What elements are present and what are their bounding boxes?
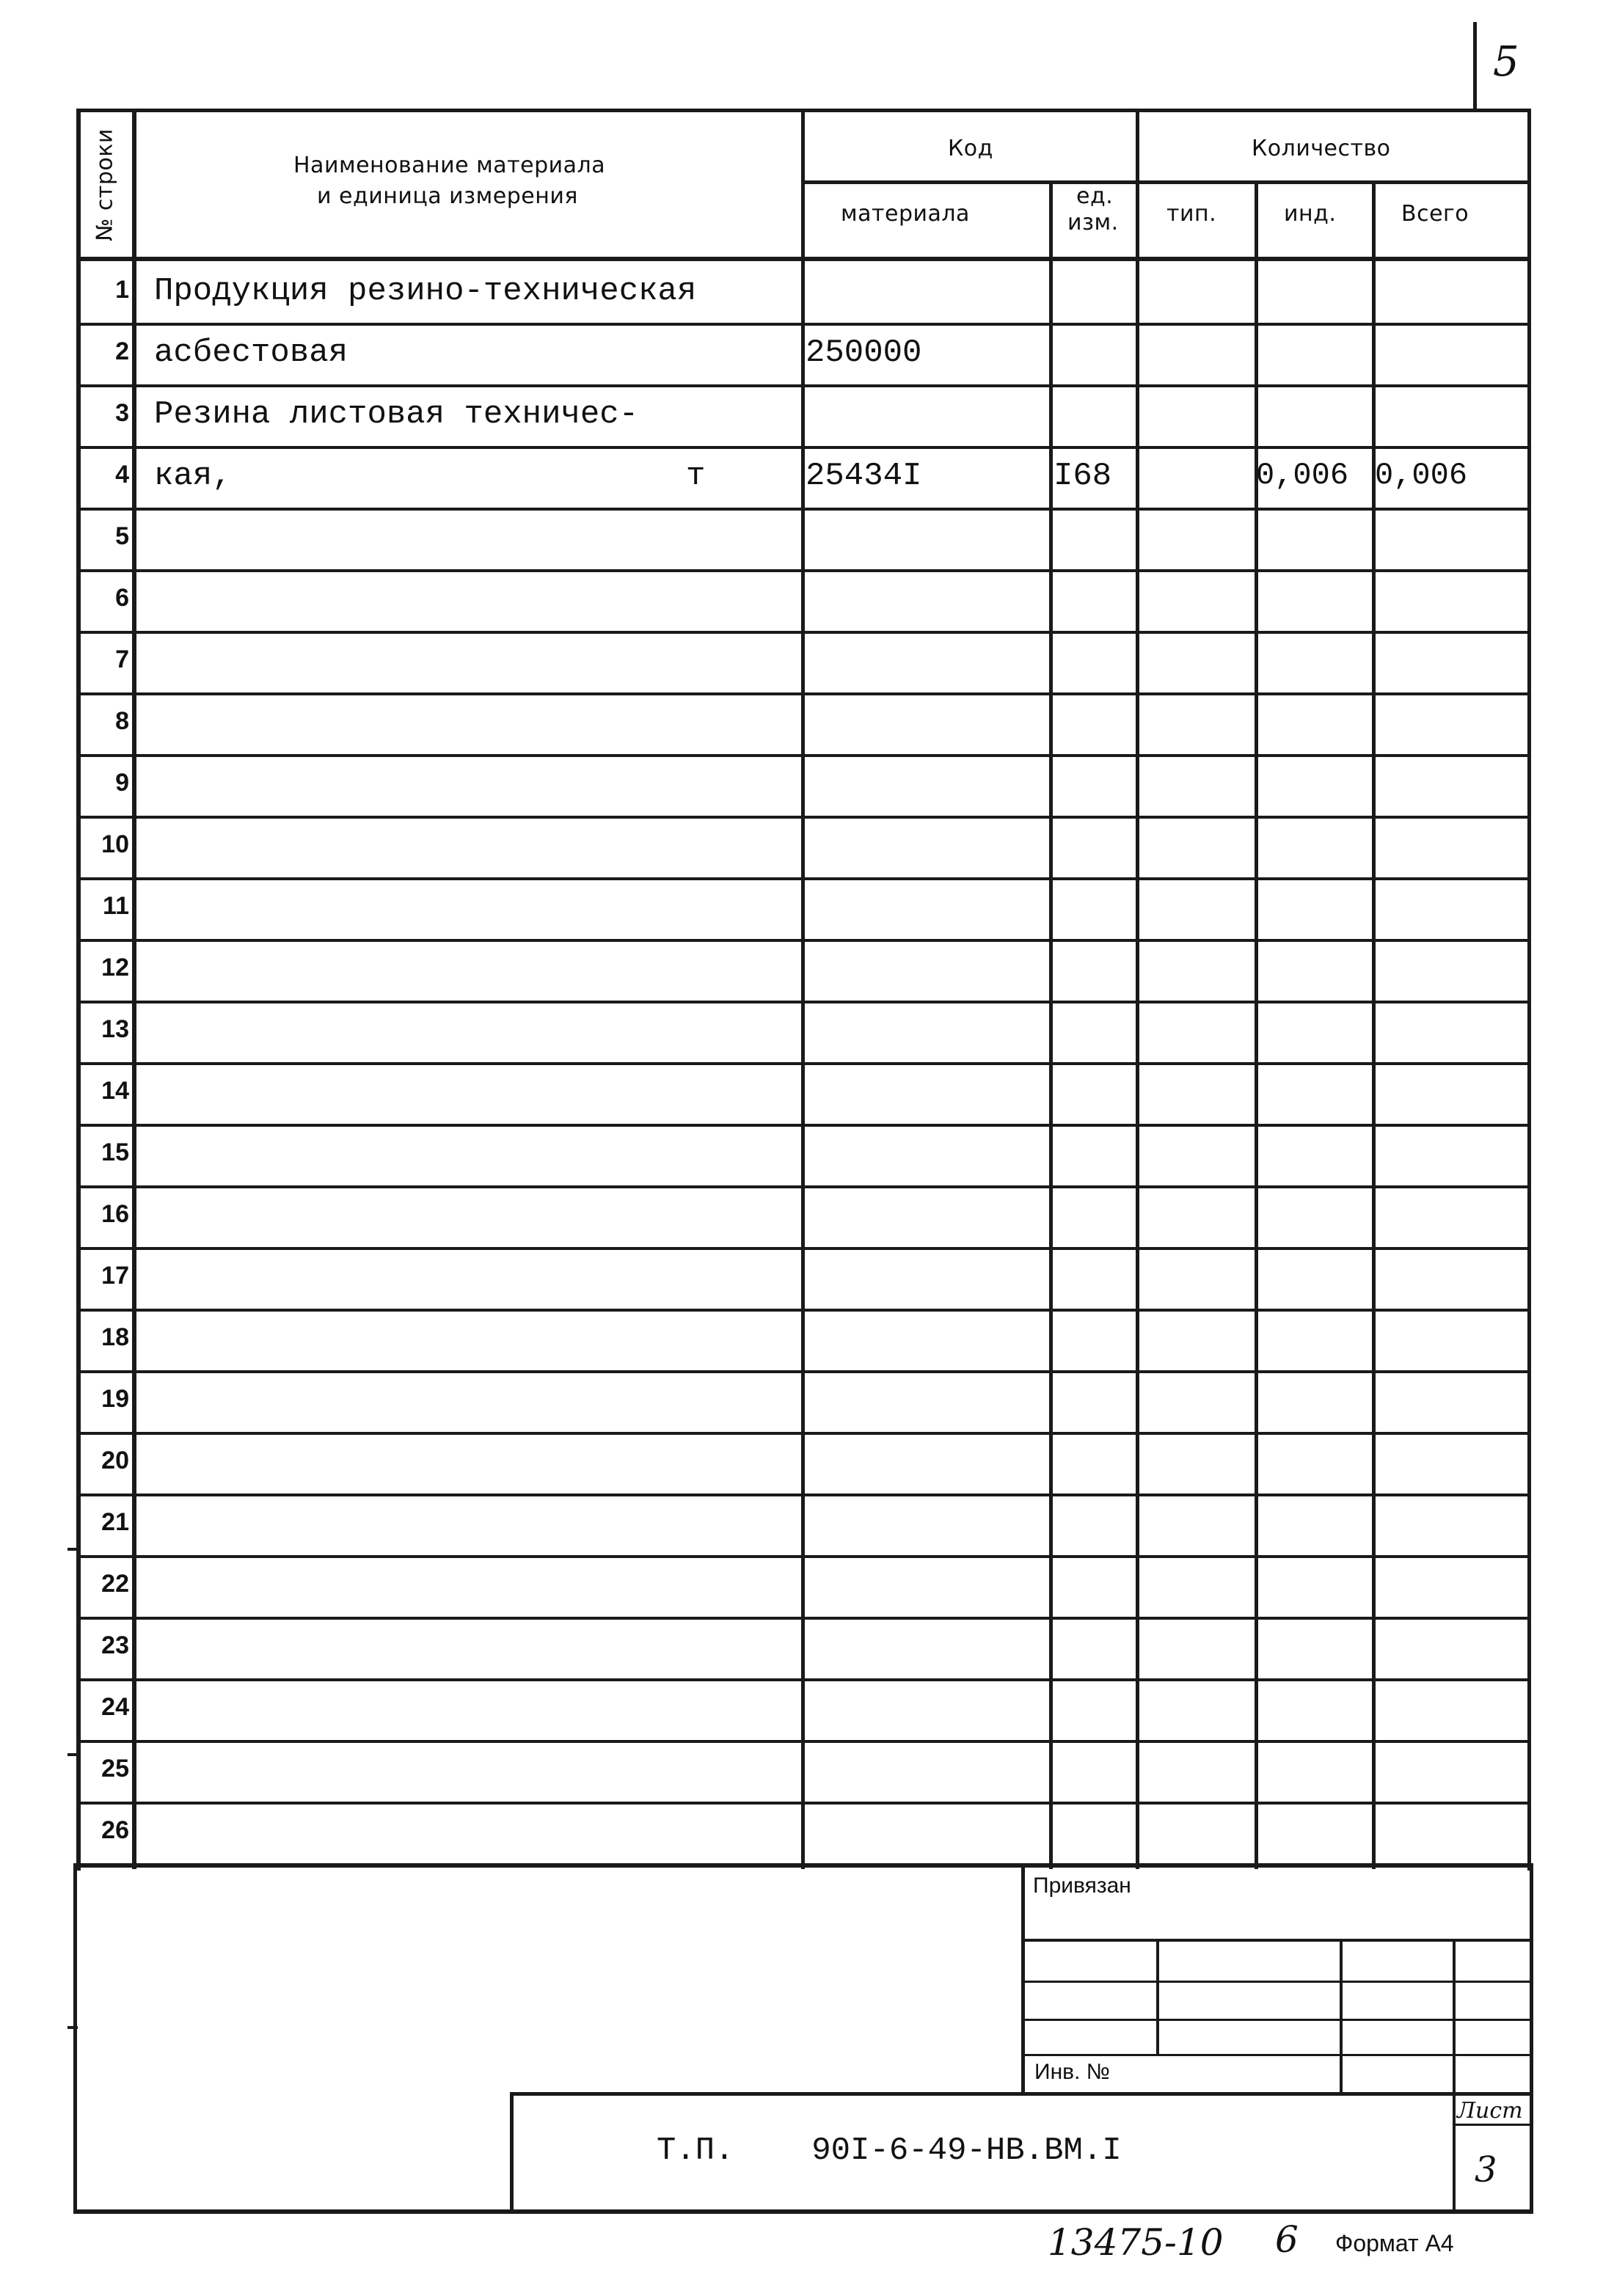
header-code-unit-l2: изм. (1067, 210, 1119, 235)
bottom-note: 13475-10 (1048, 2221, 1224, 2264)
margin-tick (67, 2026, 78, 2029)
table-row (0, 939, 1603, 1001)
row-number: 16 (101, 1200, 129, 1228)
row-number: 1 (115, 276, 129, 304)
table-row (0, 569, 1603, 631)
row-number: 24 (101, 1693, 129, 1721)
row-number: 9 (115, 769, 129, 797)
table-row (0, 754, 1603, 816)
bound-label: Привязан (1033, 1873, 1131, 1898)
margin-tick (67, 1753, 78, 1756)
row-number: 8 (115, 707, 129, 735)
row-number: 15 (101, 1138, 129, 1166)
table-row (0, 1432, 1603, 1494)
row-number: 10 (101, 830, 129, 858)
row-code: 250000 (806, 334, 922, 371)
sheet-mark: 5 (1493, 38, 1519, 86)
table-row (0, 631, 1603, 692)
row-number: 5 (115, 522, 129, 550)
row-number: 14 (101, 1077, 129, 1105)
row-unit-code: I68 (1054, 458, 1112, 494)
row-number: 7 (115, 646, 129, 673)
header-code: Код (948, 136, 993, 161)
row-name: Резина листовая техничес- (154, 396, 639, 433)
row-number: 26 (101, 1816, 129, 1844)
header-code-unit-l1: ед. (1076, 183, 1114, 209)
table-row (0, 1555, 1603, 1617)
row-qty-ind: 0,006 (1256, 458, 1349, 493)
row-number: 11 (103, 892, 129, 920)
row-number: 23 (101, 1631, 129, 1659)
header-row-no: № строки (92, 128, 118, 241)
row-number: 12 (101, 954, 129, 981)
header-name-line1: Наименование материала (293, 153, 606, 178)
format-label: Формат А4 (1335, 2230, 1454, 2256)
row-name: асбестовая (154, 334, 348, 371)
row-number: 2 (115, 337, 129, 365)
table-row (0, 1124, 1603, 1185)
table-row (0, 1802, 1603, 1863)
table-row (0, 323, 1603, 384)
row-number: 19 (101, 1385, 129, 1413)
row-number: 17 (101, 1262, 129, 1290)
table-row (0, 692, 1603, 754)
table-row (0, 384, 1603, 446)
sheet-number: 3 (1475, 2149, 1497, 2190)
table-row (0, 261, 1603, 323)
table-row (0, 1001, 1603, 1062)
table-row (0, 508, 1603, 569)
table-row (0, 1247, 1603, 1309)
row-code: 25434I (806, 458, 922, 494)
inv-label: Инв. № (1034, 2060, 1110, 2084)
table-row (0, 1678, 1603, 1740)
table-row (0, 877, 1603, 939)
row-number: 22 (101, 1570, 129, 1598)
sheet-label: Лист (1457, 2098, 1523, 2124)
row-number: 25 (101, 1755, 129, 1783)
header-qty-ind: инд. (1284, 201, 1337, 227)
table-row (0, 1309, 1603, 1370)
row-number: 4 (115, 461, 129, 489)
table-row (0, 1494, 1603, 1555)
row-number: 20 (101, 1447, 129, 1474)
header-code-material: материала (841, 201, 970, 227)
row-unit: т (686, 458, 706, 494)
row-number: 6 (115, 584, 129, 612)
header-name-line2: и единица измерения (317, 183, 578, 209)
table-row (0, 1617, 1603, 1678)
header-qty-typ: тип. (1166, 201, 1217, 227)
row-number: 18 (101, 1323, 129, 1351)
table-row (0, 1185, 1603, 1247)
document-code: Т.П. 90I-6-49-НВ.ВМ.I (657, 2132, 1122, 2169)
row-name: кая, (154, 458, 232, 494)
row-qty-total: 0,006 (1375, 458, 1468, 493)
header-quantity: Количество (1252, 136, 1391, 161)
row-name: Продукция резино-техническая (154, 273, 697, 310)
bottom-note-2: 6 (1275, 2218, 1299, 2261)
table-row (0, 816, 1603, 877)
row-number: 13 (101, 1015, 129, 1043)
row-number: 3 (115, 399, 129, 427)
table-row (0, 446, 1603, 508)
table-row (0, 1740, 1603, 1802)
row-number: 21 (101, 1508, 129, 1536)
header-qty-total: Всего (1401, 201, 1469, 227)
table-row (0, 1062, 1603, 1124)
margin-tick (67, 1548, 78, 1551)
table-row (0, 1370, 1603, 1432)
